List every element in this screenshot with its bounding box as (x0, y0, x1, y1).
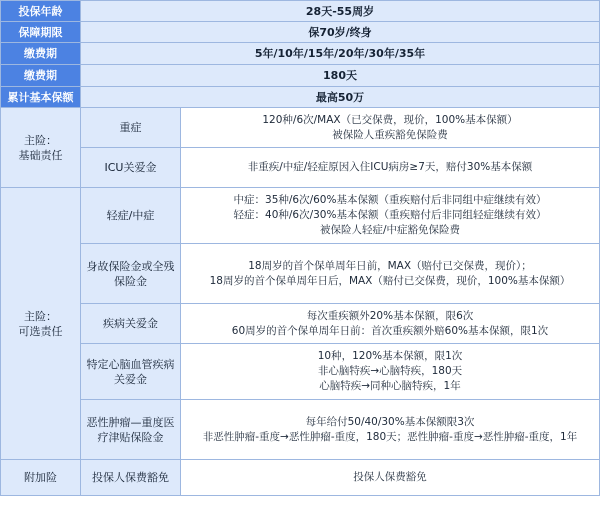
item-detail (181, 108, 600, 148)
table-row-icu (1, 148, 600, 188)
item-detail (181, 188, 600, 244)
section-label-optional (1, 188, 81, 460)
table-row-critical-illness (1, 108, 600, 148)
table-row-mild-moderate (1, 188, 600, 244)
detail-line: 每次重疾额外20%基本保额，限6次 (306, 309, 474, 322)
item-name: 身故保险金或全残保险金 (81, 244, 181, 304)
detail-line: 被保险人轻症/中症豁免保险费 (319, 224, 461, 236)
item-name: 轻症/中症 (81, 188, 181, 244)
section-label-line: 可选责任 (18, 324, 63, 338)
detail-line: 心脑特疾→同种心脑特疾，1年 (319, 380, 461, 392)
row-value: 最高50万 (81, 87, 600, 108)
row-label: 投保年龄 (1, 1, 81, 22)
item-name: 恶性肿瘤—重度医疗津贴保险金 (81, 400, 181, 460)
detail-line: 非恶性肿瘤-重度→恶性肿瘤-重度，180天；恶性肿瘤-重度→恶性肿瘤-重度，1年 (202, 430, 578, 443)
detail-line: 轻症：40种/6次/30%基本保额（重疾赔付后非同组轻症继续有效） (233, 209, 547, 221)
row-value: 保70岁/终身 (81, 22, 600, 43)
item-name: 投保人保费豁免 (81, 460, 181, 496)
row-value: 28天-55周岁 (81, 1, 600, 22)
table-row-term (1, 22, 600, 43)
detail-line: 非重疾/中症/轻症原因入住ICU病房≥7天，赔付30%基本保额 (247, 161, 533, 173)
row-label: 缴费期 (1, 43, 81, 65)
table-row-cardio (1, 344, 600, 400)
table-row-illness-care (1, 304, 600, 344)
item-detail (181, 304, 600, 344)
detail-line: 每年给付50/40/30%基本保额限3次 (305, 415, 475, 428)
section-label-rider: 附加险 (1, 460, 81, 496)
table-row-rider (1, 460, 600, 496)
table-row-payment-period (1, 43, 600, 65)
section-label-line: 基础责任 (18, 148, 63, 162)
item-name: ICU关爱金 (81, 148, 181, 188)
row-label: 累计基本保额 (1, 87, 81, 108)
section-label-line: 主险： (24, 133, 57, 147)
row-value: 5年/10年/15年/20年/30年/35年 (81, 43, 600, 65)
row-label: 缴费期 (1, 65, 81, 87)
item-name: 特定心脑血管疾病关爱金 (81, 344, 181, 400)
table-row-sum-insured (1, 87, 600, 108)
row-label: 保障期限 (1, 22, 81, 43)
row-value: 180天 (81, 65, 600, 87)
detail-line: 18周岁的首个保单周年日后，MAX（赔付已交保费，现价，100%基本保额） (209, 274, 571, 287)
detail-line: 被保险人重疾豁免保险费 (332, 128, 448, 141)
detail-line: 非心脑特疾→心脑特疾，180天 (317, 365, 463, 377)
detail-line: 60周岁的首个保单周年日前：首次重疾额外赔60%基本保额，限1次 (231, 324, 549, 337)
detail-line: 120种/6次/MAX（已交保费，现价，100%基本保额） (262, 113, 518, 126)
table-row-death-benefit (1, 244, 600, 304)
detail-line: 中症：35种/6次/60%基本保额（重疾赔付后非同组中症继续有效） (233, 194, 547, 206)
table-row-cancer-allowance (1, 400, 600, 460)
table-row-age (1, 1, 600, 22)
detail-line: 10种，120%基本保额，限1次 (317, 350, 463, 362)
item-name: 疾病关爱金 (81, 304, 181, 344)
item-detail (181, 400, 600, 460)
item-name: 重症 (81, 108, 181, 148)
section-label-line: 主险： (24, 309, 57, 323)
detail-line: 18周岁的首个保单周年日前，MAX（赔付已交保费，现价）； (248, 259, 532, 272)
item-detail (181, 344, 600, 400)
section-label-basic (1, 108, 81, 188)
item-detail (181, 148, 600, 188)
item-detail (181, 244, 600, 304)
item-detail: 投保人保费豁免 (181, 460, 600, 496)
table-row-waiting-period (1, 65, 600, 87)
